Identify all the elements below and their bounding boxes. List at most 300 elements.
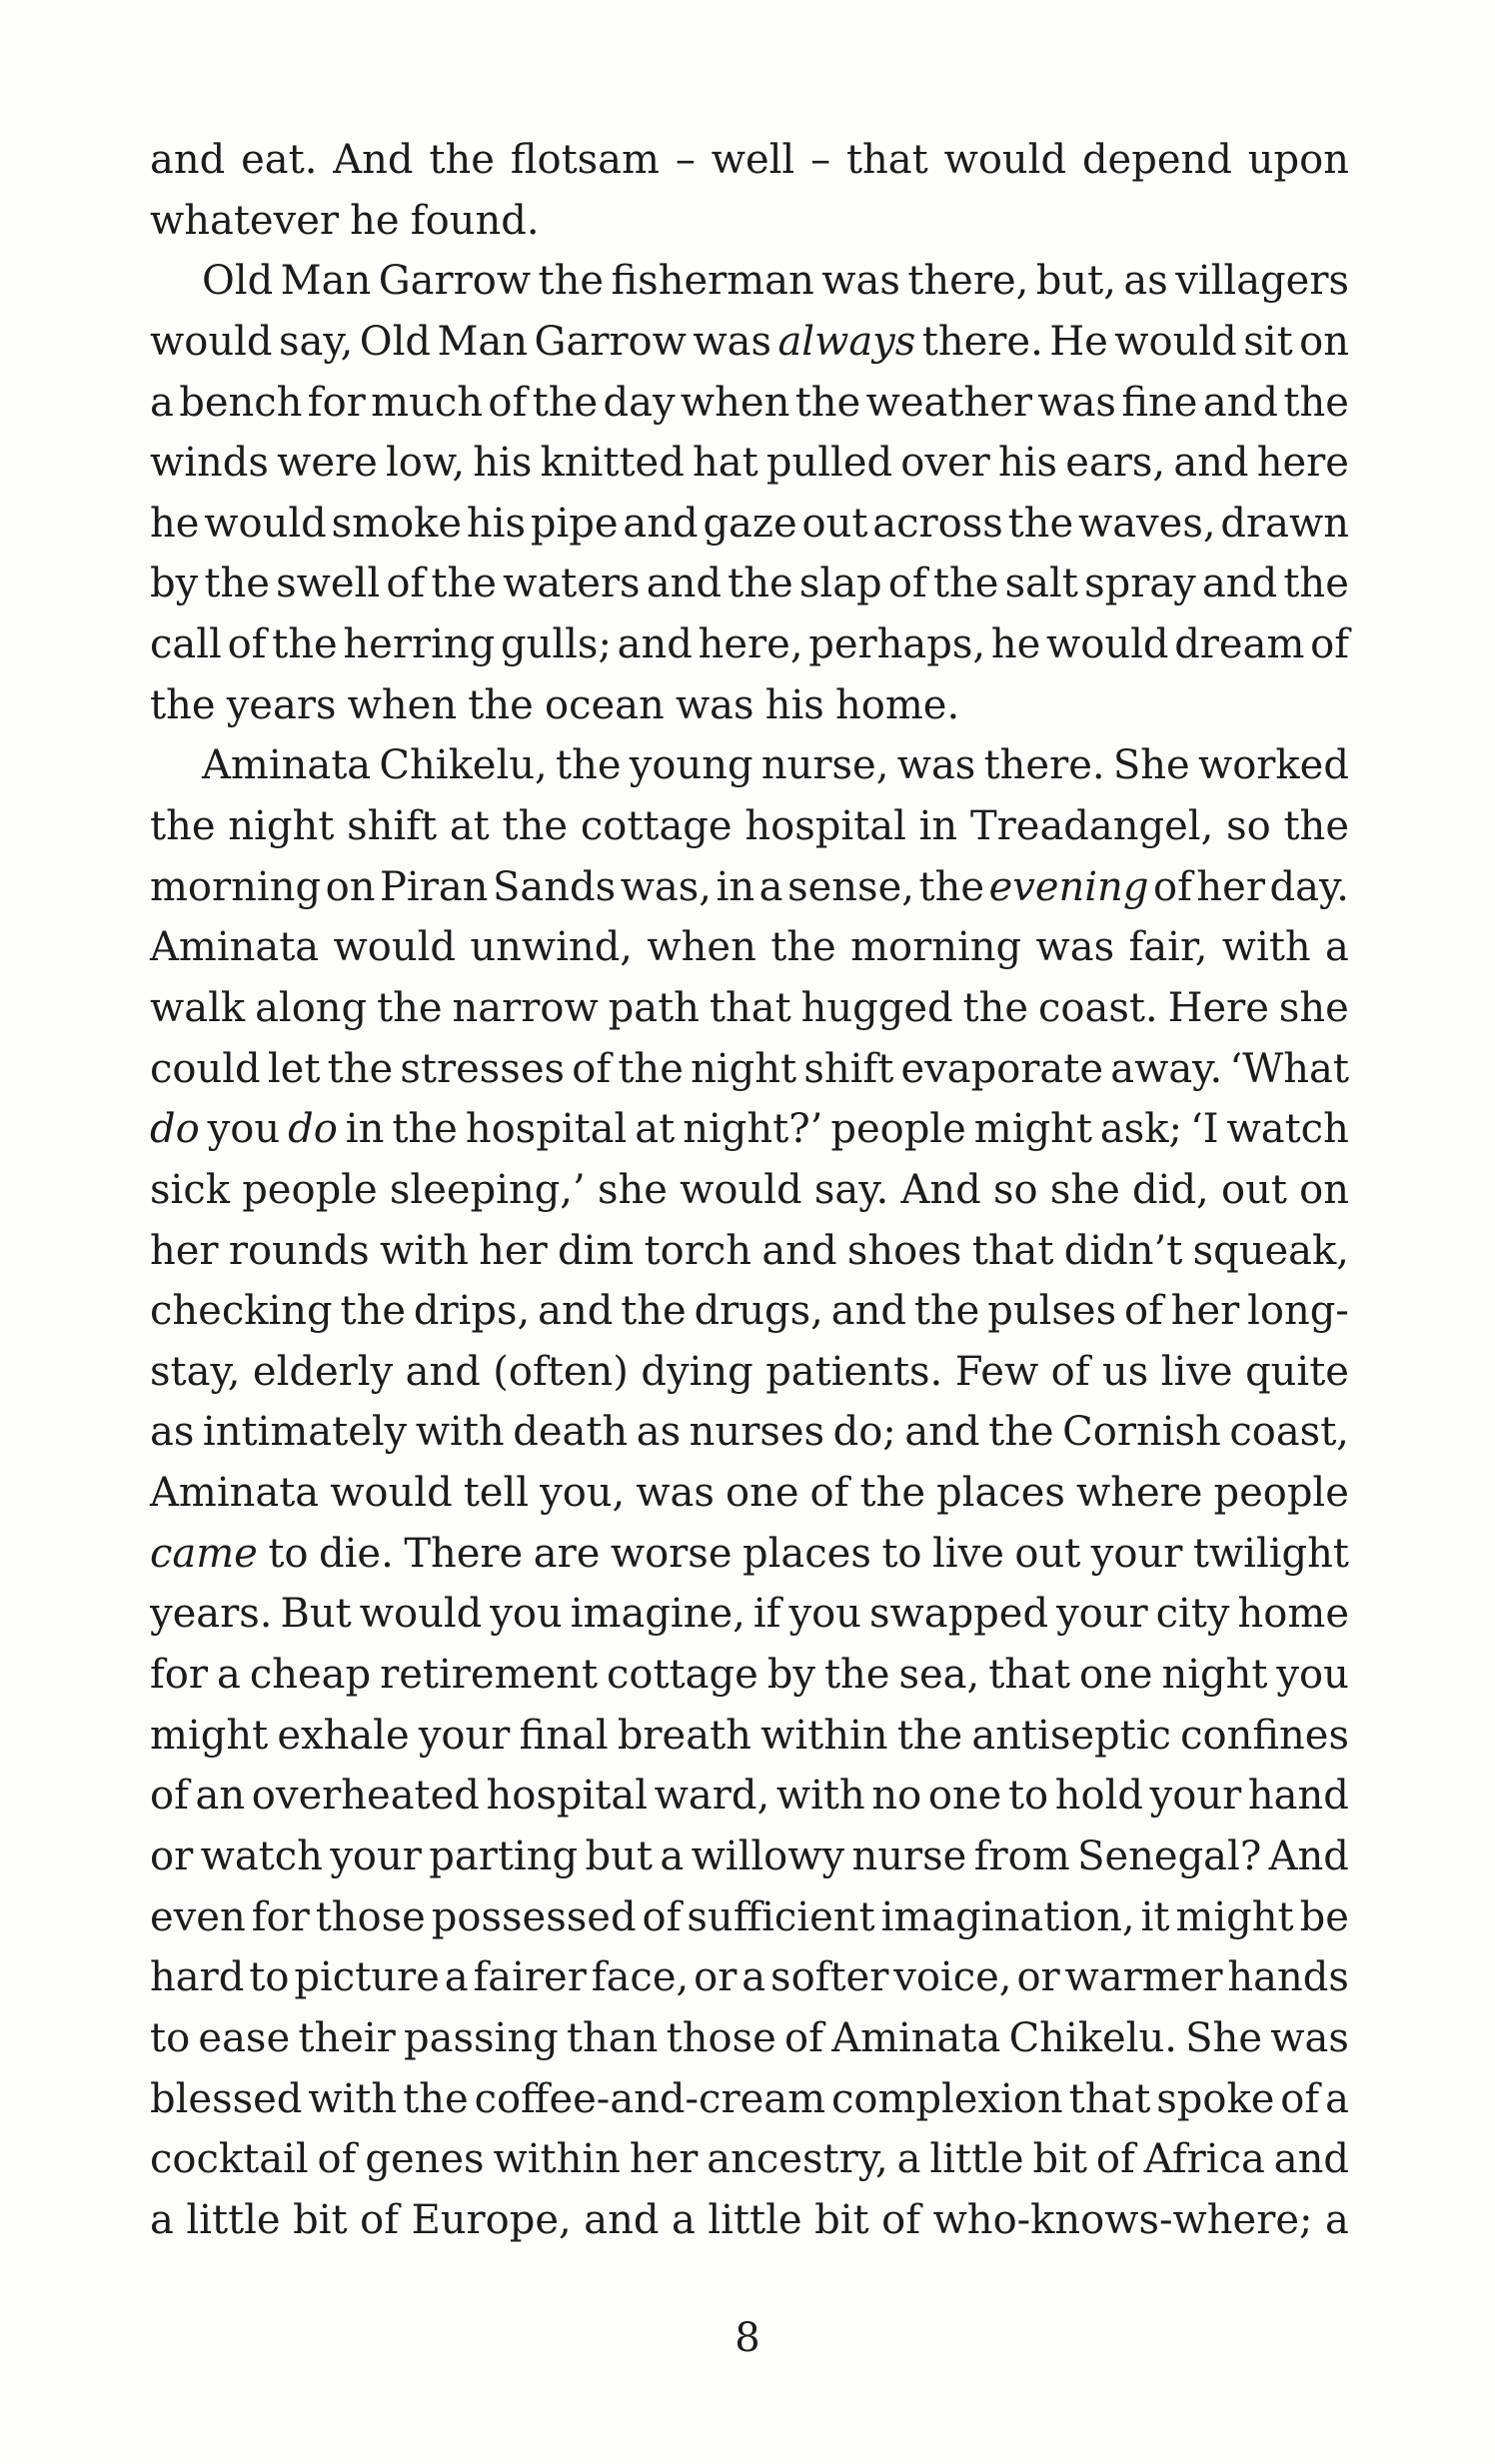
word: rounds <box>228 1227 370 1274</box>
word: be <box>1299 1893 1349 1940</box>
word: stresses <box>400 1045 566 1092</box>
word: Chikelu, <box>379 742 548 789</box>
word: She <box>1185 2014 1263 2061</box>
word: that <box>845 137 928 183</box>
word: Chikelu. <box>1008 2014 1177 2061</box>
word: or <box>150 1833 194 1879</box>
word: but, <box>1035 258 1116 305</box>
word: a <box>660 1833 685 1879</box>
word: quite <box>1245 1348 1349 1395</box>
word: squeak, <box>1192 1227 1349 1274</box>
word: unwind, <box>470 924 634 971</box>
word: of <box>809 1470 849 1517</box>
word: tell <box>463 1470 530 1517</box>
word: imagination, <box>880 1893 1135 1940</box>
word: Garrow <box>534 318 687 365</box>
word: the <box>1283 379 1349 426</box>
word: parting <box>429 1833 579 1879</box>
word: the <box>618 1045 684 1092</box>
word: on <box>1299 318 1349 365</box>
word: Treadangel, <box>969 803 1214 850</box>
word: would <box>1114 318 1237 365</box>
word: and <box>761 1227 837 1274</box>
word: you <box>1276 1652 1349 1699</box>
word: those <box>315 1893 426 1940</box>
word: say, <box>278 318 354 365</box>
word: if <box>752 1591 781 1638</box>
word: there. <box>983 742 1105 789</box>
word: blessed <box>150 2075 303 2122</box>
word: within <box>493 2136 621 2183</box>
paragraph <box>150 130 1349 251</box>
word: of <box>881 2196 921 2243</box>
text-line <box>150 1221 1349 1282</box>
word: final <box>519 1712 609 1759</box>
word: drips, <box>413 1288 531 1335</box>
word: people <box>242 1166 378 1213</box>
word: the <box>272 621 338 668</box>
text-line <box>150 494 1349 555</box>
word: and <box>617 621 693 668</box>
word: dim <box>557 1227 635 1274</box>
word: And <box>333 137 414 183</box>
word: live <box>1160 1348 1233 1395</box>
word: within <box>760 1712 888 1759</box>
word: smoke <box>331 500 463 547</box>
word: softer <box>770 1954 889 2001</box>
word: cottage <box>607 1652 758 1699</box>
word: the <box>794 379 861 426</box>
word: found. <box>410 197 540 244</box>
word: did, <box>1132 1166 1209 1213</box>
word: her <box>629 2136 699 2183</box>
word: the <box>1283 561 1349 608</box>
word: the <box>1007 500 1074 547</box>
word: her <box>150 1227 219 1274</box>
word: who-knows-where; <box>932 2196 1313 2243</box>
word: complexion <box>830 2075 1063 2122</box>
text-line <box>150 312 1349 373</box>
word: of <box>227 621 267 668</box>
word: for <box>150 1652 209 1699</box>
text-line <box>150 2008 1349 2069</box>
word: ward, <box>654 1773 770 1820</box>
word: was <box>821 258 900 305</box>
word: would <box>330 1470 453 1517</box>
word: pulses <box>987 1288 1117 1335</box>
word: than <box>566 2014 659 2061</box>
word: He <box>1049 318 1108 365</box>
word: hold <box>1054 1773 1144 1820</box>
word: a <box>742 1954 766 2001</box>
word: out <box>801 500 868 547</box>
word: as <box>1123 258 1168 305</box>
word: – <box>675 137 696 183</box>
word: when <box>647 924 756 971</box>
word: in <box>918 803 958 850</box>
word: came <box>150 1530 258 1577</box>
word: of <box>1280 2075 1320 2122</box>
word: her <box>1170 1288 1240 1335</box>
text-line <box>150 1645 1349 1706</box>
word: of <box>572 1045 612 1092</box>
text-line <box>150 130 1349 191</box>
word: do <box>288 1106 338 1153</box>
word: here, <box>698 621 803 668</box>
word: even <box>150 1893 246 1940</box>
word: would <box>333 924 456 971</box>
word: depend <box>1081 137 1232 183</box>
text-line <box>150 2069 1349 2130</box>
word: the <box>538 258 605 305</box>
word: along <box>255 984 368 1031</box>
word: walk <box>150 984 246 1031</box>
word: people <box>830 1106 966 1153</box>
word: out <box>1014 1530 1081 1577</box>
word: years. <box>150 1591 273 1638</box>
word: perhaps, <box>808 621 986 668</box>
word: weather <box>865 379 1032 426</box>
text-line <box>150 1342 1349 1403</box>
word: he <box>990 621 1041 668</box>
word: that <box>971 1227 1054 1274</box>
word: ancestry, <box>707 2136 888 2183</box>
word: the <box>823 1652 890 1699</box>
word: herring <box>343 621 496 668</box>
word: people <box>1213 1470 1349 1517</box>
word: or <box>694 1954 738 2001</box>
word: slap <box>798 561 882 608</box>
word: fair, <box>1128 924 1208 971</box>
word: and <box>1173 440 1249 487</box>
text-line <box>150 796 1349 857</box>
word: would <box>204 500 327 547</box>
word: ears, <box>1065 440 1166 487</box>
word: do; <box>832 1409 896 1456</box>
word: home. <box>835 681 960 728</box>
word: day <box>603 379 676 426</box>
word: dream <box>1174 621 1305 668</box>
word: of <box>488 379 528 426</box>
word: might <box>1175 1893 1294 1940</box>
word: a <box>758 863 783 910</box>
word: nurse <box>851 1833 967 1879</box>
word: for <box>251 1893 310 1940</box>
word: hospital <box>465 1106 628 1153</box>
word: so <box>1226 803 1271 850</box>
word: cottage <box>580 803 733 850</box>
word: nurses <box>689 1409 825 1456</box>
word: genes <box>365 2136 485 2183</box>
word: hard <box>150 1954 245 2001</box>
word: little <box>929 2136 1024 2183</box>
word: – <box>810 137 831 183</box>
word: you <box>788 1591 861 1638</box>
word: ask; <box>1099 1106 1183 1153</box>
word: cocktail <box>150 2136 309 2183</box>
word: overheated <box>251 1773 480 1820</box>
text-line <box>150 554 1349 615</box>
word: waters <box>503 561 641 608</box>
word: the <box>932 561 999 608</box>
text-line <box>150 917 1349 978</box>
word: that <box>709 984 791 1031</box>
word: no <box>871 1773 922 1820</box>
word: torch <box>644 1227 752 1274</box>
word: where <box>1075 1470 1203 1517</box>
word: was <box>693 318 771 365</box>
word: shift <box>803 1045 894 1092</box>
text-line <box>150 1402 1349 1463</box>
word: sea, <box>898 1652 980 1699</box>
word: swell <box>276 561 381 608</box>
word: the <box>621 1288 687 1335</box>
word: places <box>936 1470 1065 1517</box>
word: that <box>988 1652 1070 1699</box>
word: imagine, <box>570 1591 746 1638</box>
word: low, <box>386 440 466 487</box>
word: Africa <box>1143 2136 1265 2183</box>
word: she <box>1049 1166 1120 1213</box>
word: (often) <box>493 1348 629 1395</box>
word: of <box>1310 621 1349 668</box>
word: passing <box>404 2014 559 2061</box>
word: path <box>608 984 700 1031</box>
word: and <box>405 1348 481 1395</box>
word: she <box>597 1166 668 1213</box>
word: to <box>881 1530 922 1577</box>
word: the <box>377 984 443 1031</box>
word: night?’ <box>683 1106 823 1153</box>
word: over <box>900 440 990 487</box>
word: of <box>360 2196 400 2243</box>
word: bit <box>814 2196 869 2243</box>
word: evaporate <box>900 1045 1104 1092</box>
word: drawn <box>1220 500 1349 547</box>
word: when <box>680 379 790 426</box>
word: hospital <box>745 803 906 850</box>
word: a <box>150 2196 174 2243</box>
text-line <box>150 735 1349 796</box>
word: by <box>150 561 199 608</box>
text-line <box>150 1039 1349 1100</box>
word: spray <box>1084 561 1196 608</box>
word: death <box>513 1409 629 1456</box>
text-line <box>150 1524 1349 1585</box>
word: let <box>267 1045 321 1092</box>
word: here <box>1256 440 1349 487</box>
text-line <box>150 1827 1349 1887</box>
word: the <box>431 561 497 608</box>
word: knitted <box>540 440 685 487</box>
word: and <box>1273 2136 1349 2183</box>
word: are <box>533 1530 601 1577</box>
text-line <box>150 1766 1349 1827</box>
word: places <box>743 1530 871 1577</box>
word: was <box>636 1470 715 1517</box>
word: breath <box>617 1712 751 1759</box>
word: and <box>904 1409 980 1456</box>
word: But <box>280 1591 352 1638</box>
word: Aminata <box>150 1470 320 1517</box>
word: was <box>896 742 976 789</box>
word: your <box>418 1712 511 1759</box>
word: home <box>1237 1591 1349 1638</box>
word: confines <box>1180 1712 1349 1759</box>
word: Man <box>437 318 529 365</box>
word: their <box>298 2014 396 2061</box>
word: your <box>1149 1773 1242 1820</box>
word: sleeping,’ <box>389 1166 586 1213</box>
word: the <box>403 2075 469 2122</box>
word: with <box>775 1773 865 1820</box>
word: elderly <box>252 1348 394 1395</box>
word: the <box>1283 803 1349 850</box>
word: waves, <box>1077 500 1216 547</box>
word: from <box>973 1833 1070 1879</box>
word: hand <box>1247 1773 1349 1820</box>
word: the <box>896 1712 963 1759</box>
word: shift <box>347 803 438 850</box>
word: salt <box>1004 561 1078 608</box>
word: as <box>150 1409 195 1456</box>
word: bench <box>179 379 303 426</box>
word: his <box>997 440 1058 487</box>
word: years <box>226 681 337 728</box>
word: dying <box>641 1348 753 1395</box>
word: to <box>249 1954 290 2001</box>
word: might <box>150 1712 269 1759</box>
word: in <box>345 1106 385 1153</box>
word: at <box>635 1106 676 1153</box>
word: watch <box>200 1833 323 1879</box>
word: morning <box>150 863 322 910</box>
word: pipe <box>530 500 619 547</box>
word: the <box>913 1288 980 1335</box>
word: one <box>725 1470 799 1517</box>
word: the <box>962 984 1029 1031</box>
word: upon <box>1247 137 1349 183</box>
text-line <box>150 978 1349 1039</box>
word: a <box>1325 924 1349 971</box>
word: nurse, <box>760 742 889 789</box>
word: with <box>1221 924 1311 971</box>
word: the <box>392 1106 458 1153</box>
body-text <box>150 130 1349 2250</box>
word: and <box>538 1288 614 1335</box>
word: of <box>1123 1288 1163 1335</box>
word: sense, <box>787 863 914 910</box>
word: a <box>672 2196 696 2243</box>
word: morning <box>850 924 1022 971</box>
word: long- <box>1247 1288 1349 1335</box>
word: those <box>666 2014 776 2061</box>
word: picture <box>294 1954 440 2001</box>
word: there, <box>907 258 1029 305</box>
word: there. <box>921 318 1043 365</box>
word: of <box>386 561 426 608</box>
word: hands <box>1227 1954 1349 2001</box>
word: drugs, <box>694 1288 823 1335</box>
word: of <box>1152 863 1192 910</box>
word: and <box>584 2196 660 2243</box>
word: would <box>943 137 1067 183</box>
word: your <box>330 1833 422 1879</box>
word: sit <box>1243 318 1293 365</box>
word: as <box>636 1409 682 1456</box>
word: face, <box>591 1954 690 2001</box>
word: the <box>770 924 836 971</box>
word: you, <box>540 1470 626 1517</box>
word: with <box>415 1409 505 1456</box>
word: your <box>1056 1591 1148 1638</box>
word: always <box>777 318 916 365</box>
word: to <box>268 1530 309 1577</box>
page-number: 8 <box>735 2315 760 2361</box>
word: spoke <box>1156 2075 1275 2122</box>
word: evening <box>988 863 1149 910</box>
word: There <box>404 1530 524 1577</box>
word: coast. <box>1038 984 1158 1031</box>
text-line <box>150 2129 1349 2190</box>
word: checking <box>150 1288 333 1335</box>
word: and <box>150 137 226 183</box>
word: pulled <box>765 440 893 487</box>
word: would <box>150 318 273 365</box>
word: a <box>444 1954 469 2001</box>
word: night <box>1161 1652 1268 1699</box>
word: ‘I <box>1190 1106 1219 1153</box>
text-line <box>150 1463 1349 1524</box>
word: a <box>217 1652 241 1699</box>
text-line <box>150 615 1349 675</box>
word: Piran <box>380 863 489 910</box>
word: the <box>327 1045 394 1092</box>
word: She <box>1112 742 1190 789</box>
text-line <box>150 2190 1349 2251</box>
word: well <box>711 137 795 183</box>
word: And <box>900 1166 981 1213</box>
word: the <box>859 1470 925 1517</box>
word: the <box>204 561 270 608</box>
word: one <box>927 1773 1002 1820</box>
word: the <box>502 803 569 850</box>
word: to <box>1007 1773 1049 1820</box>
word: it <box>1140 1893 1170 1940</box>
word: but <box>585 1833 653 1879</box>
word: fairer <box>473 1954 587 2001</box>
word: eat. <box>241 137 318 183</box>
word: little <box>186 2196 281 2243</box>
word: And <box>1268 1833 1349 1879</box>
word: in <box>716 863 755 910</box>
word: was <box>675 681 754 728</box>
word: hat <box>692 440 758 487</box>
word: a <box>150 379 174 426</box>
word: and <box>1202 379 1279 426</box>
word: and <box>830 1288 906 1335</box>
word: of <box>1095 2136 1135 2183</box>
word: at <box>449 803 490 850</box>
word: so <box>993 1166 1038 1213</box>
word: on <box>325 863 376 910</box>
word: retirement <box>380 1652 599 1699</box>
word: the <box>918 863 985 910</box>
word: of <box>317 2136 357 2183</box>
word: hospital <box>486 1773 649 1820</box>
paragraph <box>150 251 1349 735</box>
text-line <box>150 1584 1349 1645</box>
